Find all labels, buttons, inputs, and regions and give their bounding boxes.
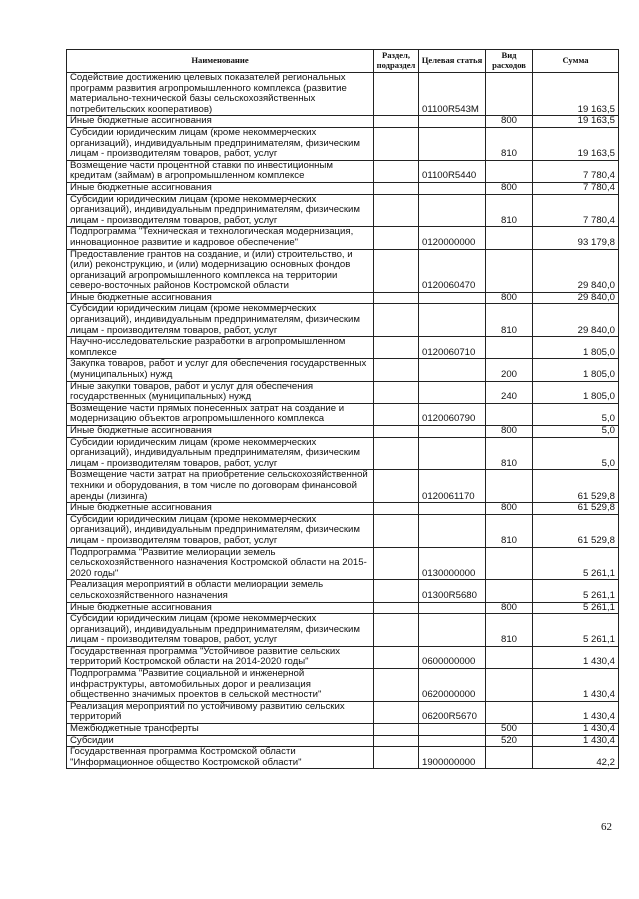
cell-target: 01300R5680 xyxy=(419,580,486,602)
cell-section xyxy=(374,470,419,503)
cell-section xyxy=(374,547,419,580)
cell-sum: 19 163,5 xyxy=(533,73,619,116)
cell-target xyxy=(419,735,486,747)
cell-type xyxy=(486,669,533,702)
cell-type: 800 xyxy=(486,503,533,515)
cell-type: 800 xyxy=(486,292,533,304)
cell-type xyxy=(486,403,533,425)
table-row xyxy=(67,381,619,403)
cell-type: 810 xyxy=(486,127,533,160)
cell-sum: 61 529,8 xyxy=(533,514,619,547)
cell-type xyxy=(486,73,533,116)
cell-name: Субсидии юридическим лицам (кроме некоммерческих организаций), индивидуальным предпринимателям, физическим лицам - производителям товаров, работ, услуг xyxy=(67,614,374,647)
cell-name: Подпрограмма "Развитие мелиорации земель сельскохозяйственного назначения Костромской области на 2015-2020 годы" xyxy=(67,547,374,580)
cell-type xyxy=(486,747,533,769)
cell-type: 810 xyxy=(486,514,533,547)
table-row xyxy=(67,403,619,425)
cell-type: 810 xyxy=(486,437,533,470)
table-row xyxy=(67,116,619,128)
table-row xyxy=(67,747,619,769)
table-row xyxy=(67,701,619,723)
cell-name: Реализация мероприятий в области мелиорации земель сельскохозяйственного назначения xyxy=(67,580,374,602)
cell-section xyxy=(374,160,419,182)
cell-target xyxy=(419,359,486,381)
cell-target: 0120060790 xyxy=(419,403,486,425)
cell-type: 810 xyxy=(486,194,533,227)
cell-sum: 1 430,4 xyxy=(533,735,619,747)
cell-section xyxy=(374,614,419,647)
cell-name: Возмещение части затрат на приобретение сельскохозяйственной техники и оборудования, в том числе по договорам финансовой аренды (лизинга) xyxy=(67,470,374,503)
cell-name: Иные бюджетные ассигнования xyxy=(67,503,374,515)
cell-sum: 5 261,1 xyxy=(533,602,619,614)
cell-target: 06200R5670 xyxy=(419,701,486,723)
cell-type: 500 xyxy=(486,724,533,736)
cell-sum: 29 840,0 xyxy=(533,292,619,304)
cell-type: 810 xyxy=(486,614,533,647)
header-type: Вид расходов xyxy=(486,50,533,73)
cell-section xyxy=(374,747,419,769)
cell-section xyxy=(374,602,419,614)
cell-name: Содействие достижению целевых показателей региональных программ развития агропромышленного комплекса (развитие материально-технической базы сельскохозяйственных потребительских кооперативов) xyxy=(67,73,374,116)
table-row xyxy=(67,292,619,304)
cell-type: 810 xyxy=(486,304,533,337)
cell-target xyxy=(419,381,486,403)
cell-section xyxy=(374,580,419,602)
cell-sum: 42,2 xyxy=(533,747,619,769)
cell-section xyxy=(374,182,419,194)
cell-sum: 1 430,4 xyxy=(533,669,619,702)
cell-name: Возмещение части прямых понесенных затрат на создание и модернизацию объектов агропромышленного комплекса xyxy=(67,403,374,425)
cell-name: Государственная программа Костромской области "Информационное общество Костромской области" xyxy=(67,747,374,769)
table-row xyxy=(67,359,619,381)
cell-target xyxy=(419,127,486,160)
table-row xyxy=(67,614,619,647)
cell-section xyxy=(374,426,419,438)
cell-name: Субсидии xyxy=(67,735,374,747)
cell-section xyxy=(374,403,419,425)
table-row xyxy=(67,182,619,194)
cell-name: Реализация мероприятий по устойчивому развитию сельских территорий xyxy=(67,701,374,723)
cell-sum: 19 163,5 xyxy=(533,127,619,160)
table-row xyxy=(67,437,619,470)
table-row xyxy=(67,194,619,227)
table-row xyxy=(67,160,619,182)
cell-sum: 5 261,1 xyxy=(533,580,619,602)
cell-sum: 29 840,0 xyxy=(533,304,619,337)
cell-name: Государственная программа "Устойчивое развитие сельских территорий Костромской области на 2014-2020 годы" xyxy=(67,646,374,668)
cell-name: Иные бюджетные ассигнования xyxy=(67,602,374,614)
cell-target xyxy=(419,116,486,128)
cell-name: Субсидии юридическим лицам (кроме некоммерческих организаций), индивидуальным предпринимателям, физическим лицам - производителям товаров, работ, услуг xyxy=(67,514,374,547)
cell-section xyxy=(374,194,419,227)
cell-name: Субсидии юридическим лицам (кроме некоммерческих организаций), индивидуальным предпринимателям, физическим лицам - производителям товаров, работ, услуг xyxy=(67,437,374,470)
table-row xyxy=(67,227,619,249)
cell-type: 800 xyxy=(486,426,533,438)
cell-sum: 61 529,8 xyxy=(533,470,619,503)
page-number: 62 xyxy=(601,821,612,833)
cell-sum: 1 805,0 xyxy=(533,381,619,403)
cell-target xyxy=(419,437,486,470)
cell-name: Иные закупки товаров, работ и услуг для обеспечения государственных (муниципальных) нужд xyxy=(67,381,374,403)
table-row xyxy=(67,503,619,515)
cell-target xyxy=(419,292,486,304)
cell-section xyxy=(374,503,419,515)
cell-target: 01100R543M xyxy=(419,73,486,116)
cell-type: 240 xyxy=(486,381,533,403)
cell-type: 800 xyxy=(486,116,533,128)
cell-name: Предоставление грантов на создание, и (или) строительство, и (или) реконструкцию, и (или) модернизацию основных фондов организаций агропромышленного комплекса на территории северо-восточных районов Костромской области xyxy=(67,249,374,292)
cell-sum: 1 805,0 xyxy=(533,359,619,381)
table-row xyxy=(67,127,619,160)
cell-target: 01100R5440 xyxy=(419,160,486,182)
cell-target: 0120000000 xyxy=(419,227,486,249)
cell-type: 800 xyxy=(486,602,533,614)
cell-name: Подпрограмма "Техническая и технологическая модернизация, инновационное развитие и кадровое обеспечение" xyxy=(67,227,374,249)
cell-target xyxy=(419,514,486,547)
cell-section xyxy=(374,724,419,736)
cell-name: Субсидии юридическим лицам (кроме некоммерческих организаций), индивидуальным предпринимателям, физическим лицам - производителям товаров, работ, услуг xyxy=(67,127,374,160)
table-row xyxy=(67,514,619,547)
table-row xyxy=(67,304,619,337)
cell-name: Межбюджетные трансферты xyxy=(67,724,374,736)
header-section: Раздел, подраздел xyxy=(374,50,419,73)
cell-name: Субсидии юридическим лицам (кроме некоммерческих организаций), индивидуальным предпринимателям, физическим лицам - производителям товаров, работ, услуг xyxy=(67,194,374,227)
cell-name: Возмещение части процентной ставки по инвестиционным кредитам (займам) в агропромышленном комплексе xyxy=(67,160,374,182)
cell-section xyxy=(374,227,419,249)
cell-name: Иные бюджетные ассигнования xyxy=(67,292,374,304)
header-sum: Сумма xyxy=(533,50,619,73)
cell-target: 1900000000 xyxy=(419,747,486,769)
cell-sum: 5,0 xyxy=(533,437,619,470)
table-row xyxy=(67,426,619,438)
cell-sum: 5 261,1 xyxy=(533,547,619,580)
cell-type: 520 xyxy=(486,735,533,747)
cell-target xyxy=(419,304,486,337)
cell-sum: 5,0 xyxy=(533,426,619,438)
cell-section xyxy=(374,359,419,381)
cell-section xyxy=(374,116,419,128)
cell-target xyxy=(419,426,486,438)
table-row xyxy=(67,580,619,602)
cell-sum: 1 430,4 xyxy=(533,701,619,723)
cell-sum: 7 780,4 xyxy=(533,182,619,194)
table-row xyxy=(67,337,619,359)
cell-name: Подпрограмма "Развитие социальной и инженерной инфраструктуры, автомобильных дорог и реализация общественно значимых проектов в сельской местности" xyxy=(67,669,374,702)
table-row xyxy=(67,547,619,580)
cell-sum: 5 261,1 xyxy=(533,614,619,647)
cell-section xyxy=(374,646,419,668)
cell-section xyxy=(374,514,419,547)
cell-sum: 29 840,0 xyxy=(533,249,619,292)
cell-sum: 5,0 xyxy=(533,403,619,425)
cell-target: 0130000000 xyxy=(419,547,486,580)
cell-sum: 19 163,5 xyxy=(533,116,619,128)
cell-section xyxy=(374,304,419,337)
cell-target xyxy=(419,182,486,194)
cell-section xyxy=(374,381,419,403)
cell-section xyxy=(374,249,419,292)
cell-name: Иные бюджетные ассигнования xyxy=(67,116,374,128)
table-row xyxy=(67,249,619,292)
cell-sum: 7 780,4 xyxy=(533,160,619,182)
cell-section xyxy=(374,669,419,702)
cell-type: 200 xyxy=(486,359,533,381)
table-row xyxy=(67,724,619,736)
cell-section xyxy=(374,292,419,304)
cell-type xyxy=(486,160,533,182)
table-row xyxy=(67,646,619,668)
budget-table xyxy=(66,49,619,769)
cell-type xyxy=(486,646,533,668)
cell-target: 0120060710 xyxy=(419,337,486,359)
cell-name: Иные бюджетные ассигнования xyxy=(67,182,374,194)
cell-sum: 1 805,0 xyxy=(533,337,619,359)
cell-target: 0600000000 xyxy=(419,646,486,668)
cell-target xyxy=(419,724,486,736)
cell-sum: 7 780,4 xyxy=(533,194,619,227)
table-row xyxy=(67,735,619,747)
cell-target xyxy=(419,614,486,647)
cell-section xyxy=(374,127,419,160)
cell-type xyxy=(486,470,533,503)
cell-type xyxy=(486,227,533,249)
cell-target: 0620000000 xyxy=(419,669,486,702)
cell-name: Иные бюджетные ассигнования xyxy=(67,426,374,438)
cell-section xyxy=(374,73,419,116)
table-row xyxy=(67,602,619,614)
cell-sum: 1 430,4 xyxy=(533,724,619,736)
cell-type: 800 xyxy=(486,182,533,194)
header-target: Целевая статья xyxy=(419,50,486,73)
table-row xyxy=(67,669,619,702)
cell-type xyxy=(486,701,533,723)
cell-section xyxy=(374,735,419,747)
cell-target: 0120060470 xyxy=(419,249,486,292)
cell-target: 0120061170 xyxy=(419,470,486,503)
cell-type xyxy=(486,337,533,359)
cell-type xyxy=(486,547,533,580)
cell-target xyxy=(419,503,486,515)
cell-section xyxy=(374,337,419,359)
cell-name: Субсидии юридическим лицам (кроме некоммерческих организаций), индивидуальным предпринимателям, физическим лицам - производителям товаров, работ, услуг xyxy=(67,304,374,337)
cell-section xyxy=(374,437,419,470)
cell-sum: 93 179,8 xyxy=(533,227,619,249)
cell-target xyxy=(419,602,486,614)
cell-sum: 1 430,4 xyxy=(533,646,619,668)
cell-name: Научно-исследовательские разработки в агропромышленном комплексе xyxy=(67,337,374,359)
table-row xyxy=(67,470,619,503)
cell-section xyxy=(374,701,419,723)
cell-type xyxy=(486,249,533,292)
header-row xyxy=(67,50,619,73)
cell-name: Закупка товаров, работ и услуг для обеспечения государственных (муниципальных) нужд xyxy=(67,359,374,381)
cell-target xyxy=(419,194,486,227)
header-name: Наименование xyxy=(67,50,374,73)
cell-type xyxy=(486,580,533,602)
table-row xyxy=(67,73,619,116)
cell-sum: 61 529,8 xyxy=(533,503,619,515)
